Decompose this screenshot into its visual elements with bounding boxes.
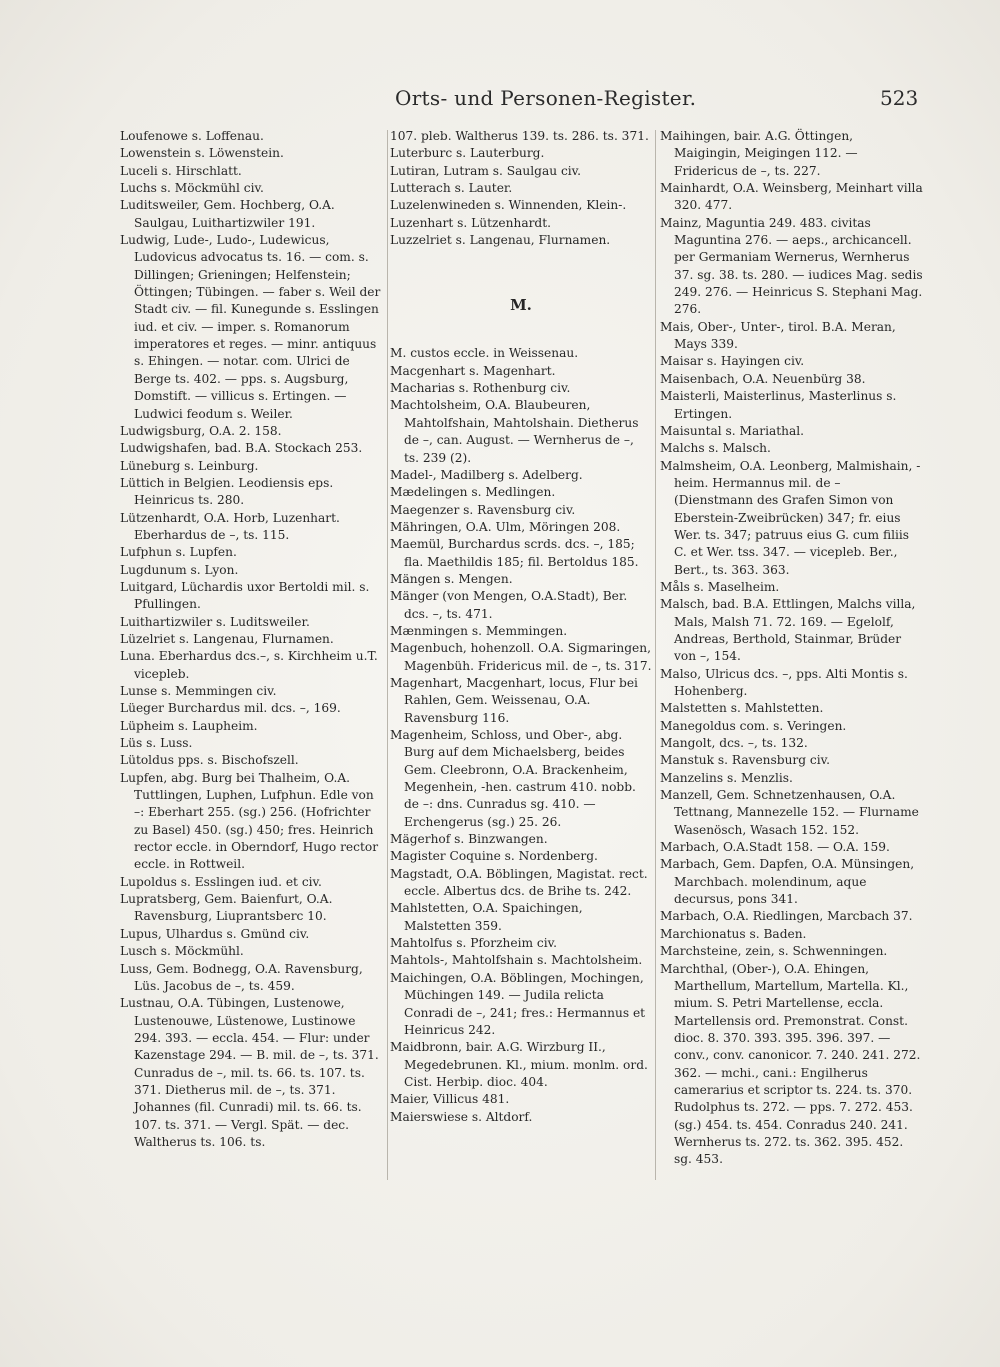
register-entry: 107. pleb. Waltherus 139. ts. 286. ts. 371. <box>390 129 649 143</box>
register-entry: Mangolt, dcs. –, ts. 132. <box>660 736 808 751</box>
register-column-2 <box>390 128 652 1126</box>
register-column-3 <box>660 128 923 1169</box>
register-entry: Lütoldus pps. s. Bischofszell. <box>120 753 299 768</box>
register-entry: Lupus, Ulhardus s. Gmünd civ. <box>120 926 310 941</box>
register-entry: Lusch s. Möckmühl. <box>120 944 244 959</box>
register-entry: Maisterli, Maisterlinus, Masterlinus s. Ertingen. <box>660 389 897 421</box>
register-entry: Maier, Villicus 481. <box>390 1092 510 1107</box>
register-entry: Lüs s. Luss. <box>120 736 193 751</box>
register-entry: Machtolsheim, O.A. Blaubeuren, Mahtolfshain, Mahtolshain. Dietherus de –, can. August. — Wernherus de –, ts. 239 (2). <box>390 398 639 465</box>
register-entry: Mänger (von Mengen, O.A.Stadt), Ber. dcs. –, ts. 471. <box>390 589 628 621</box>
register-entry: Luditsweiler, Gem. Hochberg, O.A. Saulgau, Luithartizwiler 191. <box>120 198 335 230</box>
register-entry: Mähringen, O.A. Ulm, Möringen 208. <box>390 519 621 534</box>
register-entry: Maisar s. Hayingen civ. <box>660 354 805 369</box>
register-entry: Marchionatus s. Baden. <box>660 926 807 941</box>
register-entry: Lufphun s. Lupfen. <box>120 545 237 560</box>
register-entry: Manzelins s. Menzlis. <box>660 770 793 785</box>
register-entry: Macharias s. Rothenburg civ. <box>390 381 571 396</box>
register-entry: Lowenstein s. Löwenstein. <box>120 146 284 161</box>
spacer <box>390 328 652 345</box>
register-entry: Marchsteine, zein, s. Schwenningen. <box>660 944 888 959</box>
register-entry: Mängen s. Mengen. <box>390 571 513 586</box>
register-column-1 <box>120 128 386 1151</box>
register-entry: Maemül, Burchardus scrds. dcs. –, 185; fla. Maethildis 185; fil. Bertoldus 185. <box>390 537 639 569</box>
register-entry: Madel-, Madilberg s. Adelberg. <box>390 467 583 482</box>
register-entry: Lüttich in Belgien. Leodiensis eps. Heinricus ts. 280. <box>120 475 334 508</box>
register-entry: Lützenhardt, O.A. Horb, Luzenhart. Eberhardus de –, ts. 115. <box>120 510 340 542</box>
register-entry: Malstetten s. Mahlstetten. <box>660 701 824 716</box>
register-entry: Marbach, O.A. Riedlingen, Marcbach 37. <box>660 909 913 924</box>
column-divider <box>387 130 388 1180</box>
page-header <box>0 86 1000 116</box>
register-entry: Magstadt, O.A. Böblingen, Magistat. rect. eccle. Albertus dcs. de Brihe ts. 242. <box>390 866 648 899</box>
register-entry: Magenheim, Schloss, und Ober-, abg. Burg auf dem Michaelsberg, beides Gem. Cleebronn, O.A. Brackenheim, Megenhein, -hen. castrum 410. nobb. de –: dns. Cunradus sg. 410. — Erchengerus (sg.) 25. 26. <box>390 728 636 829</box>
register-entry: Manegoldus com. s. Veringen. <box>660 718 847 733</box>
register-entry: Ludwigshafen, bad. B.A. Stockach 253. <box>120 441 363 456</box>
register-entry: Luitgard, Lüchardis uxor Bertoldi mil. s. Pfullingen. <box>120 579 370 612</box>
register-entry: Magenhart, Macgenhart, locus, Flur bei Rahlen, Gem. Weissenau, O.A. Ravensburg 116. <box>390 675 638 725</box>
register-entry: Lugdunum s. Lyon. <box>120 562 239 577</box>
register-entry: Malso, Ulricus dcs. –, pps. Alti Montis s. Hohenberg. <box>660 666 908 698</box>
register-entry: Luterburc s. Lauterburg. <box>390 146 545 161</box>
register-entry: Mais, Ober-, Unter-, tirol. B.A. Meran, Mays 339. <box>660 319 896 352</box>
register-entry: Maisenbach, O.A. Neuenbürg 38. <box>660 371 866 386</box>
register-entry: Malchs s. Malsch. <box>660 441 771 456</box>
register-entry: Mahlstetten, O.A. Spaichingen, Malstetten 359. <box>390 901 583 933</box>
register-entry: Lüpheim s. Laupheim. <box>120 718 258 733</box>
register-entry: Maegenzer s. Ravensburg civ. <box>390 502 576 517</box>
register-entry: Luceli s. Hirschlatt. <box>120 163 242 178</box>
register-entry: Lunse s. Memmingen civ. <box>120 684 277 698</box>
register-entry: Luithartizwiler s. Luditsweiler. <box>120 614 310 629</box>
register-entry: Mainhardt, O.A. Weinsberg, Meinhart villa 320. 477. <box>660 181 923 213</box>
register-entry: Maihingen, bair. A.G. Öttingen, Maigingin, Meigingen 112. — Fridericus de –, ts. 227. <box>660 129 858 178</box>
register-entry: Marchthal, (Ober-), O.A. Ehingen, Marthellum, Martellum, Martella. Kl., mium. S. Petri Martellense, eccla. Martellensis ord. Premonstrat. Const. dioc. 8. 370. 393. 395. 396. 397. — conv., conv. canonicor. 7. 240. 241. 272. 362. — mchi., cani.: Engilherus camerarius et scriptor ts. 224. ts. 370. Rudolphus ts. 272. — pps. 7. 272. 453. (sg.) 454. ts. 454. Conradus 240. 241. Wernherus ts. 272. ts. 362. 395. 452. sg. 453. <box>660 961 921 1167</box>
register-entry: Luna. Eberhardus dcs.–, s. Kirchheim u.T. vicepleb. <box>120 649 378 681</box>
register-entry: Malmsheim, O.A. Leonberg, Malmishain, -heim. Hermannus mil. de – (Dienstmann des Grafen Simon von Eberstein-Zweibrücken) 347; fr. eius Wer. ts. 347; patruus eius G. cum filiis C. et Wer. tss. 347. — vicepleb. Ber., Bert., ts. 363. 363. <box>660 458 921 577</box>
register-entry: Lüzelriet s. Langenau, Flurnamen. <box>120 631 334 646</box>
register-entry: Marbach, O.A.Stadt 158. — O.A. 159. <box>660 840 890 855</box>
column-divider <box>655 130 656 1180</box>
register-entry: Magenbuch, hohenzoll. O.A. Sigmaringen, Magenbüh. Fridericus mil. de –, ts. 317. <box>390 641 652 673</box>
register-entry: Mägerhof s. Binzwangen. <box>390 832 548 847</box>
register-entry: Maidbronn, bair. A.G. Wirzburg II., Megedebrunen. Kl., mium. monlm. ord. Cist. Herbip. dioc. 404. <box>390 1040 648 1089</box>
register-entry: Luchs s. Möckmühl civ. <box>120 181 264 196</box>
register-entry: Lupoldus s. Esslingen iud. et civ. <box>120 874 322 889</box>
register-entry: Maierswiese s. Altdorf. <box>390 1109 533 1124</box>
register-entry: Måls s. Maselheim. <box>660 579 780 594</box>
register-entry: Lutiran, Lutram s. Saulgau civ. <box>390 163 581 178</box>
register-entry: Marbach, Gem. Dapfen, O.A. Münsingen, Marchbach. molendinum, aque decursus, pons 341. <box>660 857 915 907</box>
register-entry: Macgenhart s. Magenhart. <box>390 363 556 378</box>
register-entry: Magister Coquine s. Nordenberg. <box>390 849 598 864</box>
register-entry: Loufenowe s. Loffenau. <box>120 129 264 143</box>
register-entry: Mahtols-, Mahtolfshain s. Machtolsheim. <box>390 953 643 968</box>
register-entry: M. custos eccle. in Weissenau. <box>390 346 579 361</box>
register-entry: Manzell, Gem. Schnetzenhausen, O.A. Tettnang, Mannezelle 152. — Flurname Wasenösch, Wasach 152. 152. <box>660 788 919 837</box>
spacer <box>390 249 652 266</box>
register-entry: Mainz, Maguntia 249. 483. civitas Maguntina 276. — aeps., archicancell. per Germaniam Wernerus, Wernherus 37. sg. 38. ts. 280. — iudices Mag. sedis 249. 276. — Heinricus S. Stephani Mag. 276. <box>660 215 923 317</box>
register-entry: Mahtolfus s. Pforzheim civ. <box>390 936 557 951</box>
register-entry: Luzzelriet s. Langenau, Flurnamen. <box>390 233 611 248</box>
register-entry: Lupfen, abg. Burg bei Thalheim, O.A. Tuttlingen, Luphen, Lufphun. Edle von –: Eberhart 255. (sg.) 256. (Hofrichter zu Basel) 450. (sg.) 450; fres. Heinrich rector eccle. in Oberndorf, Hugo rector eccle. in Rottweil. <box>120 770 379 872</box>
register-entry: Luzelenwineden s. Winnenden, Klein-. <box>390 198 627 213</box>
register-entry: Lutterach s. Lauter. <box>390 181 513 196</box>
page-number: 523 <box>880 86 919 110</box>
register-entry: Mænmingen s. Memmingen. <box>390 623 568 638</box>
letter-heading: M. <box>510 295 532 314</box>
register-entry: Manstuk s. Ravensburg civ. <box>660 753 830 768</box>
register-entry: Luss, Gem. Bodnegg, O.A. Ravensburg, Lüs. Jacobus de –, ts. 459. <box>120 961 363 993</box>
register-entry: Malsch, bad. B.A. Ettlingen, Malchs villa, Mals, Malsh 71. 72. 169. — Egelolf, Andreas, Berthold, Stainmar, Brüder von –, 154. <box>660 597 916 664</box>
register-entry: Lustnau, O.A. Tübingen, Lustenowe, Lustenouwe, Lüstenowe, Lustinowe 294. 393. — eccla. 454. — Flur: under Kazenstage 294. — B. mil. de –, ts. 371. Cunradus de –, mil. ts. 66. ts. 107. ts. 371. Dietherus mil. de –, ts. 371. Johannes (fil. Cunradi) mil. ts. 66. ts. 107. ts. 371. — Vergl. Spät. — dec. Waltherus ts. 106. ts. <box>120 996 379 1149</box>
register-entry: Lüneburg s. Leinburg. <box>120 458 259 473</box>
register-entry: Maisuntal s. Mariathal. <box>660 423 805 438</box>
register-entry: Lupratsberg, Gem. Baienfurt, O.A. Ravensburg, Liuprantsberc 10. <box>120 892 333 924</box>
register-entry: Ludwig, Lude-, Ludo-, Ludewicus, Ludovicus advocatus ts. 16. — com. s. Dillingen; Grieningen; Helfenstein; Öttingen; Tübingen. — faber s. Weil der Stadt civ. — fil. Kunegunde s. Esslingen iud. et civ. — imper. s. Romanorum imperatores et reges. — minr. antiquus s. Ehingen. — notar. com. Ulrici de Berge ts. 402. — pps. s. Augsburg, Domstift. — villicus s. Ertingen. — Ludwici feodum s. Weiler. <box>120 233 381 421</box>
register-entry: Mædelingen s. Medlingen. <box>390 485 556 500</box>
running-title: Orts- und Personen-Register. <box>395 86 697 110</box>
register-entry: Luzenhart s. Lützenhardt. <box>390 215 551 230</box>
register-entry: Ludwigsburg, O.A. 2. 158. <box>120 423 282 438</box>
register-entry: Maichingen, O.A. Böblingen, Mochingen, Müchingen 149. — Judila relicta Conradi de –, 241; fres.: Hermannus et Heinricus 242. <box>390 970 646 1037</box>
register-entry: Lüeger Burchardus mil. dcs. –, 169. <box>120 701 341 716</box>
